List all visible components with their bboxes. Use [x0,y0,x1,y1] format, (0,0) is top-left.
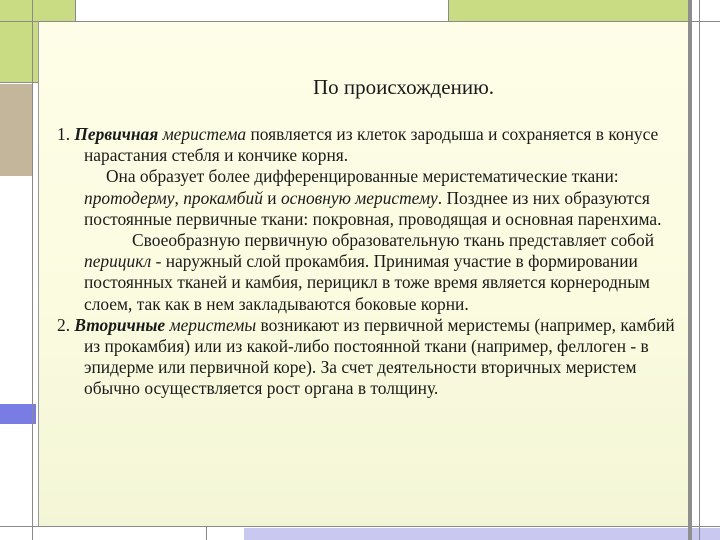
item-1-term-italic: меристема [158,124,247,144]
p2-text-2: . Позднее из них образуются постоянные первичные ткани: покровная, проводящая и основная паренхима. [84,187,662,229]
p2-sep-2: и [262,187,281,208]
decor-line-right [699,0,700,540]
decor-tan-block [0,84,32,176]
item-1-term-bold: Первичная [74,124,159,144]
item-1-paragraph-3 [57,230,687,315]
item-1-paragraph-2 [57,166,687,230]
item-2-term-bold: Вторичные [74,314,166,335]
p2-term-procambium: прокамбий [183,187,263,208]
list-item-1 [57,124,687,166]
item-2-number: 2. [57,314,75,335]
list-item-2 [57,315,687,400]
item-2-term-italic: меристемы [165,314,257,335]
decor-green-strip [448,0,690,22]
p2-sep-1: , [174,187,184,208]
slide-content [38,22,688,526]
p2-term-ground-meristem: основную меристему [280,187,438,208]
decor-line-left [32,0,33,540]
item-1-text: появляется из клеток зародыша и сохраняется в конусе нарастания стебля и кончике корня. [84,124,659,166]
slide-title: По происхождению. [312,75,495,99]
p2-term-protoderm: протодерму [84,187,175,208]
p3-term-pericycle: перицикл [84,251,152,272]
item-2-text: возникают из первичной меристемы (например, камбий из прокамбия) или из какой-либо постоянной ткани (например, феллоген - в эпидерме или первичной коре). За счет деятельности вторичных меристем обычно осуществляется рост органа в толщину. [84,314,675,399]
decor-line-bottom [0,526,720,527]
slide-body [57,124,687,400]
decor-blue-bar [0,404,36,424]
p2-text-1: Она образует более дифференцированные меристематические ткани: [106,166,619,187]
p3-text-2: - наружный слой прокамбия. Принимая участие в формировании постоянных тканей и камбия, перицикл в тоже время является корнеродным слоем, так как в нем закладываются боковые корни. [84,251,650,314]
item-1-number: 1. [57,124,75,144]
decor-purple-bar [244,528,720,540]
decor-thick-line-right [688,0,692,540]
p3-text-1: Своеобразную первичную образовательную ткань представляет собой [132,230,655,251]
decor-line-left-short [0,82,38,83]
